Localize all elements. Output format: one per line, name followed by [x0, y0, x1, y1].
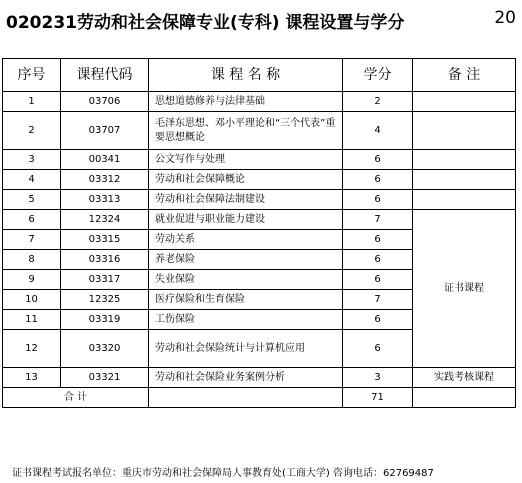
row-credit: 3 — [343, 368, 413, 388]
row-note — [413, 92, 516, 112]
row-code: 03321 — [61, 368, 149, 388]
col-header-name: 课 程 名 称 — [149, 59, 343, 92]
row-code: 03319 — [61, 310, 149, 330]
page-title: 020231劳动和社会保障专业(专科) 课程设置与学分 — [6, 13, 405, 33]
row-credit: 6 — [343, 310, 413, 330]
row-name: 养老保险 — [149, 250, 343, 270]
row-code: 12324 — [61, 210, 149, 230]
table-header-row — [3, 59, 516, 92]
row-no: 7 — [3, 230, 61, 250]
row-note — [413, 112, 516, 150]
total-name-cell — [149, 388, 343, 408]
row-no: 12 — [3, 330, 61, 368]
row-code: 03320 — [61, 330, 149, 368]
row-no: 2 — [3, 112, 61, 150]
row-name: 劳动和社会保险业务案例分析 — [149, 368, 343, 388]
footer-note: 证书课程考试报名单位：重庆市劳动和社会保障局人事教育处(工商大学) 咨询电话：62769487 — [12, 468, 434, 479]
row-code: 03317 — [61, 270, 149, 290]
row-no: 9 — [3, 270, 61, 290]
row-code: 12325 — [61, 290, 149, 310]
row-name: 劳动关系 — [149, 230, 343, 250]
table-row — [3, 112, 516, 150]
row-credit: 6 — [343, 230, 413, 250]
note-certificate: 证书课程 — [413, 210, 516, 368]
table-row — [3, 170, 516, 190]
row-name: 思想道德修养与法律基础 — [149, 92, 343, 112]
row-name: 医疗保险和生育保险 — [149, 290, 343, 310]
row-credit: 2 — [343, 92, 413, 112]
row-no: 8 — [3, 250, 61, 270]
table-row — [3, 190, 516, 210]
row-no: 1 — [3, 92, 61, 112]
page-number: 20 — [494, 8, 516, 28]
row-note — [413, 150, 516, 170]
row-no: 10 — [3, 290, 61, 310]
row-code: 00341 — [61, 150, 149, 170]
row-credit: 6 — [343, 270, 413, 290]
table-row — [3, 150, 516, 170]
row-name: 工伤保险 — [149, 310, 343, 330]
row-code: 03312 — [61, 170, 149, 190]
row-no: 6 — [3, 210, 61, 230]
table-row — [3, 92, 516, 112]
table-row — [3, 368, 516, 388]
row-name: 失业保险 — [149, 270, 343, 290]
row-code: 03313 — [61, 190, 149, 210]
row-no: 5 — [3, 190, 61, 210]
row-credit: 6 — [343, 170, 413, 190]
row-no: 3 — [3, 150, 61, 170]
row-credit: 6 — [343, 190, 413, 210]
row-credit: 6 — [343, 250, 413, 270]
total-row — [3, 388, 516, 408]
col-header-no: 序号 — [3, 59, 61, 92]
row-name: 劳动和社会保险统计与计算机应用 — [149, 330, 343, 368]
row-name: 劳动和社会保障概论 — [149, 170, 343, 190]
row-note — [413, 190, 516, 210]
page-header — [6, 8, 516, 38]
row-credit: 7 — [343, 290, 413, 310]
col-header-credit: 学分 — [343, 59, 413, 92]
table-row — [3, 210, 516, 230]
row-name: 公文写作与处理 — [149, 150, 343, 170]
col-header-note: 备 注 — [413, 59, 516, 92]
row-no: 13 — [3, 368, 61, 388]
row-code: 03315 — [61, 230, 149, 250]
row-name: 毛泽东思想、邓小平理论和“三个代表”重要思想概论 — [149, 112, 343, 150]
row-credit: 6 — [343, 150, 413, 170]
row-name: 就业促进与职业能力建设 — [149, 210, 343, 230]
row-credit: 7 — [343, 210, 413, 230]
col-header-code: 课程代码 — [61, 59, 149, 92]
total-note-cell — [413, 388, 516, 408]
row-no: 4 — [3, 170, 61, 190]
note-practice: 实践考核课程 — [413, 368, 516, 388]
row-note — [413, 170, 516, 190]
row-no: 11 — [3, 310, 61, 330]
row-credit: 6 — [343, 330, 413, 368]
row-code: 03707 — [61, 112, 149, 150]
total-label: 合 计 — [3, 388, 149, 408]
row-code: 03706 — [61, 92, 149, 112]
total-credit: 71 — [343, 388, 413, 408]
row-credit: 4 — [343, 112, 413, 150]
course-table — [2, 58, 516, 408]
row-code: 03316 — [61, 250, 149, 270]
row-name: 劳动和社会保障法制建设 — [149, 190, 343, 210]
